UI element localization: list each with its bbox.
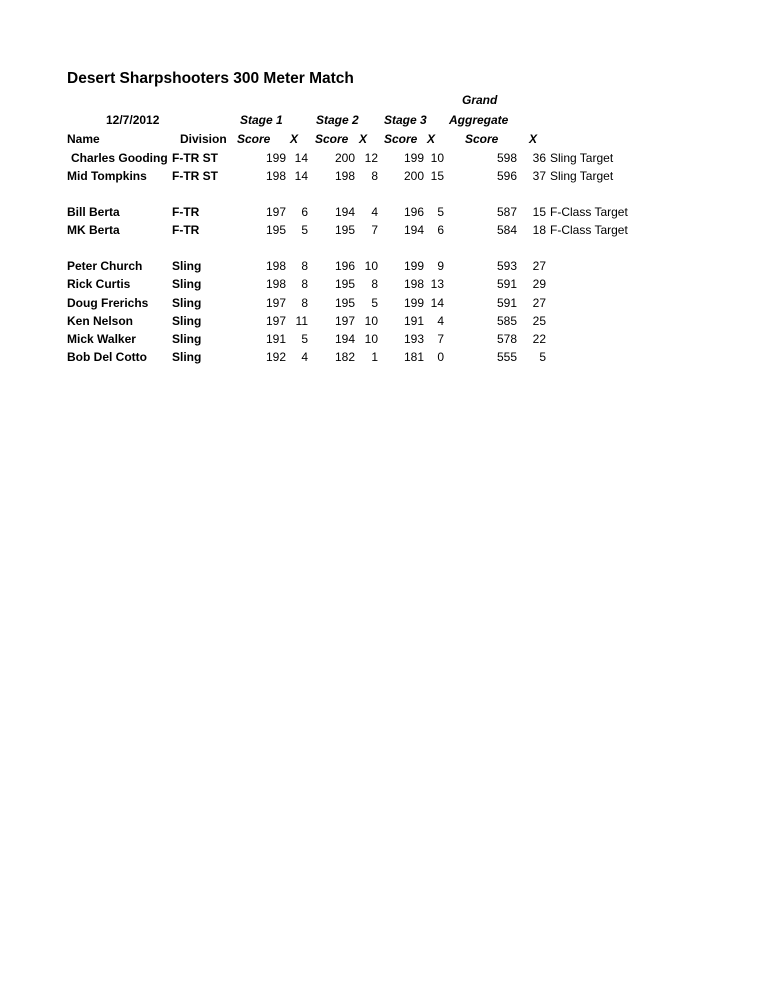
header-score-grand: Score [465,132,499,146]
stage2-x: 10 [364,314,378,328]
aggregate-score: 598 [496,151,517,165]
shooter-name: MK Berta [67,223,120,237]
stage3-x: 15 [430,169,444,183]
stage2-score: 194 [334,205,355,219]
header-date: 12/7/2012 [106,113,160,127]
stage2-score: 194 [334,332,355,346]
stage2-score: 200 [334,151,355,165]
stage1-x: 8 [301,259,308,273]
aggregate-x: 27 [532,296,546,310]
stage3-score: 199 [403,296,424,310]
header-stage2: Stage 2 [316,113,359,127]
header-x-stage3: X [427,132,436,146]
stage2-x: 10 [364,259,378,273]
stage3-x: 9 [437,259,444,273]
stage3-score: 198 [403,277,424,291]
division: F-TR ST [172,151,218,165]
stage2-x: 10 [364,332,378,346]
stage3-score: 199 [403,151,424,165]
stage1-x: 5 [301,332,308,346]
stage2-score: 195 [334,277,355,291]
stage2-score: 195 [334,296,355,310]
aggregate-x: 18 [532,223,546,237]
shooter-name: Rick Curtis [67,277,131,291]
stage1-x: 6 [301,205,308,219]
header-stage1: Stage 1 [240,113,283,127]
header-x-grand: X [529,132,538,146]
aggregate-x: 29 [532,277,546,291]
stage2-x: 1 [371,350,378,364]
header-score-stage3: Score [384,132,418,146]
header-score-stage2: Score [315,132,349,146]
aggregate-score: 584 [496,223,517,237]
stage3-x: 13 [430,277,444,291]
stage2-x: 8 [371,169,378,183]
shooter-name: Charles Gooding [71,151,168,165]
shooter-name: Ken Nelson [67,314,134,328]
header-score-stage1: Score [237,132,271,146]
stage2-x: 12 [364,151,378,165]
target-note: Sling Target [550,169,614,183]
shooter-name: Doug Frerichs [67,296,149,310]
stage2-x: 4 [371,205,378,219]
shooter-name: Bill Berta [67,205,120,219]
header-grand: Grand [462,93,498,107]
stage1-score: 195 [265,223,286,237]
aggregate-x: 5 [539,350,546,364]
division: Sling [172,277,202,291]
stage1-score: 198 [265,169,286,183]
aggregate-x: 25 [532,314,546,328]
target-note: Sling Target [550,151,614,165]
stage1-x: 5 [301,223,308,237]
aggregate-x: 37 [532,169,546,183]
aggregate-score: 591 [496,277,517,291]
aggregate-x: 15 [532,205,546,219]
target-note: F-Class Target [550,223,628,237]
aggregate-score: 555 [496,350,517,364]
stage3-x: 5 [437,205,444,219]
aggregate-x: 36 [532,151,546,165]
stage3-x: 7 [437,332,444,346]
stage1-x: 14 [294,169,308,183]
aggregate-score: 587 [496,205,517,219]
stage1-score: 199 [265,151,286,165]
stage1-score: 197 [265,296,286,310]
aggregate-score: 596 [496,169,517,183]
stage1-x: 11 [295,314,308,328]
stage2-score: 198 [334,169,355,183]
stage3-score: 194 [403,223,424,237]
header-x-stage1: X [290,132,299,146]
stage1-x: 8 [301,296,308,310]
division: F-TR [172,223,200,237]
stage2-score: 182 [334,350,355,364]
shooter-name: Mick Walker [67,332,136,346]
stage3-score: 199 [403,259,424,273]
shooter-name: Mid Tompkins [67,169,147,183]
stage1-score: 191 [265,332,286,346]
stage3-score: 200 [403,169,424,183]
header-name: Name [67,132,100,146]
page-title: Desert Sharpshooters 300 Meter Match [67,70,354,87]
division: Sling [172,314,202,328]
aggregate-score: 591 [496,296,517,310]
stage2-x: 5 [371,296,378,310]
stage1-x: 14 [294,151,308,165]
aggregate-x: 22 [532,332,546,346]
stage2-score: 195 [334,223,355,237]
division: F-TR [172,205,200,219]
stage3-score: 196 [403,205,424,219]
stage1-score: 198 [265,259,286,273]
division: Sling [172,296,202,310]
stage1-score: 197 [265,314,286,328]
stage1-score: 192 [265,350,286,364]
stage3-score: 191 [403,314,424,328]
stage2-x: 7 [371,223,378,237]
stage1-score: 197 [265,205,286,219]
aggregate-score: 578 [496,332,517,346]
target-note: F-Class Target [550,205,628,219]
shooter-name: Bob Del Cotto [67,350,147,364]
division: Sling [172,259,202,273]
division: F-TR ST [172,169,218,183]
stage2-score: 197 [334,314,355,328]
stage3-score: 193 [403,332,424,346]
stage3-score: 181 [403,350,424,364]
stage3-x: 10 [430,151,444,165]
stage1-x: 4 [301,350,308,364]
shooter-name: Peter Church [67,259,143,273]
stage2-x: 8 [371,277,378,291]
stage1-score: 198 [265,277,286,291]
stage1-x: 8 [301,277,308,291]
stage3-x: 0 [437,350,444,364]
header-division: Division [180,132,227,146]
stage3-x: 14 [430,296,444,310]
header-x-stage2: X [359,132,368,146]
aggregate-x: 27 [532,259,546,273]
stage2-score: 196 [334,259,355,273]
stage3-x: 6 [437,223,444,237]
aggregate-score: 593 [496,259,517,273]
division: Sling [172,332,202,346]
header-aggregate: Aggregate [449,113,509,127]
aggregate-score: 585 [496,314,517,328]
header-stage3: Stage 3 [384,113,427,127]
division: Sling [172,350,202,364]
stage3-x: 4 [437,314,444,328]
